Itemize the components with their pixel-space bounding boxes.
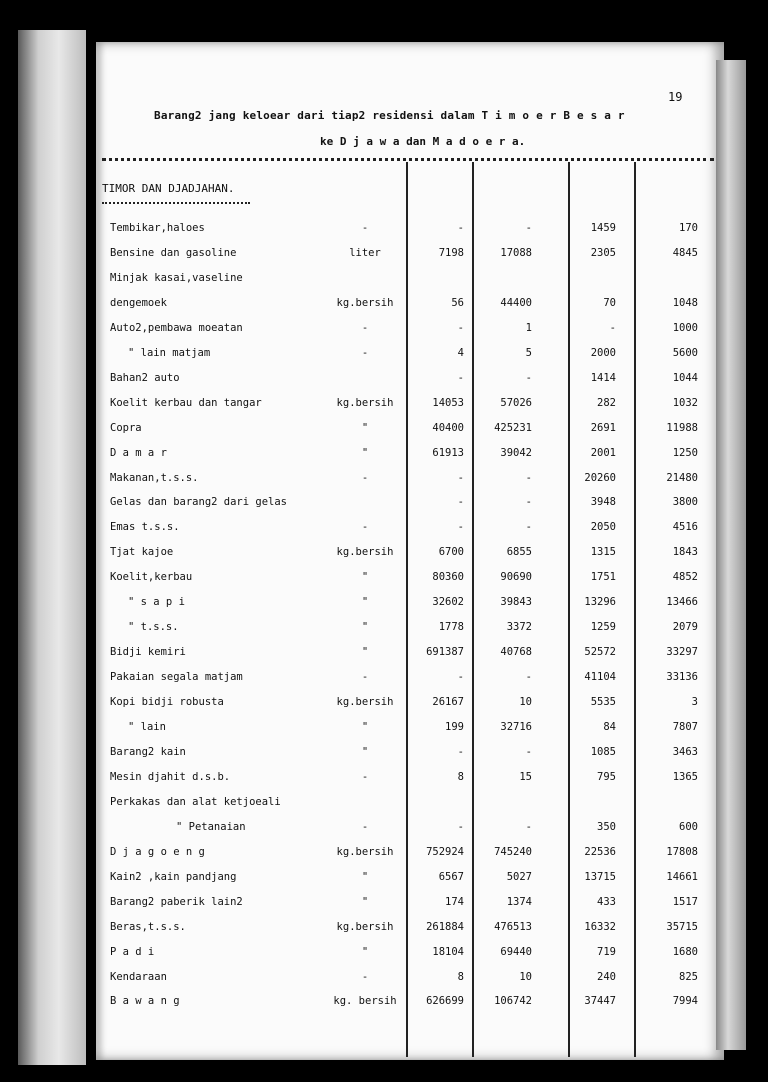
row-value-col1: 7198 bbox=[438, 246, 464, 259]
row-value-col4: 21480 bbox=[666, 471, 698, 484]
row-value-col1: 56 bbox=[451, 296, 464, 309]
row-label: Kopi bidji robusta bbox=[110, 696, 224, 709]
row-unit: - bbox=[361, 321, 369, 334]
row-value-col2: 57026 bbox=[500, 396, 532, 409]
row-unit: " bbox=[361, 421, 369, 434]
row-unit: - bbox=[361, 770, 369, 783]
row-unit: " bbox=[361, 945, 369, 958]
row-unit: liter bbox=[349, 246, 381, 259]
table-row bbox=[0, 447, 768, 469]
row-value-col4: 825 bbox=[679, 970, 698, 983]
row-label: dengemoek bbox=[110, 296, 167, 309]
row-value-col2: - bbox=[525, 745, 532, 758]
row-unit: " bbox=[361, 646, 369, 659]
row-value-col1: 6567 bbox=[438, 870, 464, 883]
row-value-col4: 11988 bbox=[666, 421, 698, 434]
row-value-col1: - bbox=[457, 496, 464, 509]
row-unit: kg.bersih bbox=[336, 845, 394, 858]
row-value-col4: 1250 bbox=[672, 446, 698, 459]
row-value-col3: 70 bbox=[603, 296, 616, 309]
row-value-col1: 26167 bbox=[432, 696, 464, 709]
row-value-col3: 240 bbox=[597, 970, 616, 983]
row-value-col1: - bbox=[457, 471, 464, 484]
row-value-col4: 1048 bbox=[672, 296, 698, 309]
row-value-col2: 39843 bbox=[500, 596, 532, 609]
row-label: Kendaraan bbox=[110, 970, 167, 983]
row-value-col4: 3 bbox=[691, 696, 698, 709]
row-value-col1: - bbox=[457, 371, 464, 384]
row-value-col2: 5027 bbox=[506, 870, 532, 883]
row-label: Perkakas dan alat ketjoeali bbox=[110, 795, 281, 808]
table-row bbox=[0, 496, 768, 518]
table-row bbox=[0, 896, 768, 918]
row-label: Beras,t.s.s. bbox=[110, 920, 186, 933]
row-unit: kg.bersih bbox=[336, 546, 394, 559]
row-value-col3: 2691 bbox=[590, 421, 616, 434]
row-unit: - bbox=[361, 970, 369, 983]
row-label: " lain bbox=[128, 721, 166, 733]
row-unit: " bbox=[361, 596, 369, 609]
row-value-col2: 1 bbox=[525, 321, 532, 334]
row-label: Pakaian segala matjam bbox=[110, 671, 243, 684]
table-row bbox=[0, 971, 768, 993]
table-row bbox=[0, 397, 768, 419]
row-label: D a m a r bbox=[110, 446, 167, 459]
row-value-col1: - bbox=[457, 820, 464, 833]
row-unit: " bbox=[361, 870, 369, 883]
row-label: " s a p i bbox=[128, 596, 185, 609]
row-value-col4: 17808 bbox=[666, 845, 698, 858]
row-unit: - bbox=[361, 521, 369, 534]
row-label: Koelit,kerbau bbox=[110, 571, 193, 584]
row-value-col4: 7994 bbox=[672, 995, 698, 1008]
row-value-col4: 2079 bbox=[672, 621, 698, 634]
row-value-col4: 4516 bbox=[672, 521, 698, 534]
row-value-col3: 41104 bbox=[584, 671, 616, 684]
row-value-col1: 40400 bbox=[432, 421, 464, 434]
row-value-col1: 14053 bbox=[432, 396, 464, 409]
row-value-col4: 33297 bbox=[666, 646, 698, 659]
table-row bbox=[0, 546, 768, 568]
row-value-col4: 4852 bbox=[672, 571, 698, 584]
row-value-col2: 40768 bbox=[500, 646, 532, 659]
row-value-col4: 1044 bbox=[672, 371, 698, 384]
row-value-col4: 1365 bbox=[672, 770, 698, 783]
row-value-col2: 425231 bbox=[494, 421, 532, 434]
row-value-col1: 32602 bbox=[432, 596, 464, 609]
row-unit: " bbox=[361, 745, 369, 758]
row-value-col4: 5600 bbox=[672, 346, 698, 359]
row-unit: " bbox=[361, 895, 369, 908]
row-value-col2: 6855 bbox=[506, 546, 532, 559]
row-value-col3: 2001 bbox=[590, 446, 616, 459]
row-value-col1: 61913 bbox=[432, 446, 464, 459]
row-value-col2: 44400 bbox=[500, 296, 532, 309]
row-value-col4: 14661 bbox=[666, 870, 698, 883]
table-row bbox=[0, 222, 768, 244]
row-value-col3: 2050 bbox=[590, 521, 616, 534]
row-value-col1: 1778 bbox=[438, 621, 464, 634]
row-value-col2: 10 bbox=[519, 696, 532, 709]
table-title-line1: Barang2 jang keloear dari tiap2 residensi dalam T i m o e r B e s a r bbox=[154, 109, 625, 122]
row-value-col4: 170 bbox=[679, 222, 698, 234]
row-value-col3: 1085 bbox=[590, 745, 616, 758]
row-value-col3: - bbox=[609, 321, 616, 334]
row-value-col1: - bbox=[457, 521, 464, 534]
section-heading: TIMOR DAN DJADJAHAN. bbox=[102, 182, 235, 195]
row-value-col3: 13296 bbox=[584, 596, 616, 609]
row-value-col4: 7807 bbox=[672, 721, 698, 733]
row-value-col1: 626699 bbox=[426, 995, 464, 1008]
row-value-col1: 8 bbox=[457, 770, 464, 783]
row-value-col2: 15 bbox=[519, 770, 532, 783]
row-label: Gelas dan barang2 dari gelas bbox=[110, 496, 288, 509]
section-underline bbox=[102, 202, 250, 204]
row-label: Barang2 paberik lain2 bbox=[110, 895, 243, 908]
row-label: Copra bbox=[110, 421, 142, 434]
row-value-col2: 69440 bbox=[500, 945, 532, 958]
row-value-col2: 10 bbox=[519, 970, 532, 983]
row-value-col4: 33136 bbox=[666, 671, 698, 684]
row-value-col2: - bbox=[525, 471, 532, 484]
row-value-col1: 174 bbox=[445, 895, 464, 908]
row-value-col3: 1259 bbox=[590, 621, 616, 634]
table-row bbox=[0, 771, 768, 793]
row-value-col3: 37447 bbox=[584, 995, 616, 1008]
row-value-col2: - bbox=[525, 820, 532, 833]
row-label: Bidji kemiri bbox=[110, 646, 186, 659]
row-value-col3: 16332 bbox=[584, 920, 616, 933]
row-value-col1: 80360 bbox=[432, 571, 464, 584]
table-row bbox=[0, 247, 768, 269]
row-value-col4: 1517 bbox=[672, 895, 698, 908]
row-unit: kg.bersih bbox=[336, 920, 394, 933]
row-value-col3: 433 bbox=[597, 895, 616, 908]
row-value-col2: 476513 bbox=[494, 920, 532, 933]
row-value-col3: 5535 bbox=[590, 696, 616, 709]
row-label: " t.s.s. bbox=[128, 621, 179, 634]
row-value-col2: - bbox=[525, 671, 532, 684]
row-value-col3: 3948 bbox=[590, 496, 616, 509]
table-row bbox=[0, 472, 768, 494]
row-value-col3: 84 bbox=[603, 721, 616, 733]
row-value-col4: 1843 bbox=[672, 546, 698, 559]
row-value-col2: 32716 bbox=[500, 721, 532, 733]
table-row bbox=[0, 796, 768, 818]
row-value-col3: 2000 bbox=[590, 346, 616, 359]
row-value-col3: 52572 bbox=[584, 646, 616, 659]
row-label: Barang2 kain bbox=[110, 745, 186, 758]
row-label: Tembikar,haloes bbox=[110, 222, 205, 234]
row-value-col1: - bbox=[457, 321, 464, 334]
table-row bbox=[0, 571, 768, 593]
table-row bbox=[0, 946, 768, 968]
row-value-col3: 1459 bbox=[590, 222, 616, 234]
table-row bbox=[0, 621, 768, 643]
row-value-col3: 20260 bbox=[584, 471, 616, 484]
row-value-col1: 4 bbox=[457, 346, 464, 359]
row-value-col1: 199 bbox=[445, 721, 464, 733]
row-unit: - bbox=[361, 346, 369, 359]
row-value-col3: 2305 bbox=[590, 246, 616, 259]
header-divider bbox=[102, 158, 714, 161]
table-row bbox=[0, 422, 768, 444]
row-value-col3: 22536 bbox=[584, 845, 616, 858]
table-row bbox=[0, 297, 768, 319]
row-value-col1: 691387 bbox=[426, 646, 464, 659]
row-value-col1: - bbox=[457, 222, 464, 234]
row-label: Makanan,t.s.s. bbox=[110, 471, 199, 484]
row-value-col2: 3372 bbox=[506, 621, 532, 634]
row-label: Bahan2 auto bbox=[110, 371, 180, 384]
row-unit: - bbox=[361, 222, 369, 234]
table-row bbox=[0, 696, 768, 718]
row-value-col4: 4845 bbox=[672, 246, 698, 259]
row-value-col2: - bbox=[525, 222, 532, 234]
row-label: Kain2 ,kain pandjang bbox=[110, 870, 237, 883]
row-label: " Petanaian bbox=[176, 820, 246, 833]
row-value-col3: 1315 bbox=[590, 546, 616, 559]
row-value-col2: - bbox=[525, 496, 532, 509]
row-unit: - bbox=[361, 671, 369, 684]
row-unit: kg.bersih bbox=[336, 696, 394, 709]
row-value-col2: 745240 bbox=[494, 845, 532, 858]
row-unit: kg.bersih bbox=[336, 396, 394, 409]
row-value-col1: 6700 bbox=[438, 546, 464, 559]
table-row bbox=[0, 347, 768, 369]
row-value-col3: 13715 bbox=[584, 870, 616, 883]
row-value-col4: 35715 bbox=[666, 920, 698, 933]
row-value-col4: 3800 bbox=[672, 496, 698, 509]
table-row bbox=[0, 921, 768, 943]
row-value-col2: - bbox=[525, 371, 532, 384]
table-row bbox=[0, 995, 768, 1017]
row-unit: " bbox=[361, 621, 369, 634]
row-value-col4: 600 bbox=[679, 820, 698, 833]
table-row bbox=[0, 521, 768, 543]
row-value-col3: 282 bbox=[597, 396, 616, 409]
row-value-col2: 39042 bbox=[500, 446, 532, 459]
row-value-col3: 1751 bbox=[590, 571, 616, 584]
row-label: Koelit kerbau dan tangar bbox=[110, 396, 262, 409]
row-label: Auto2,pembawa moeatan bbox=[110, 321, 243, 334]
row-value-col4: 13466 bbox=[666, 596, 698, 609]
row-unit: " bbox=[361, 571, 369, 584]
row-value-col1: - bbox=[457, 745, 464, 758]
row-value-col2: 17088 bbox=[500, 246, 532, 259]
row-label: Minjak kasai,vaseline bbox=[110, 271, 243, 284]
row-label: Tjat kajoe bbox=[110, 546, 174, 559]
row-label: " lain matjam bbox=[128, 346, 211, 359]
row-value-col1: 18104 bbox=[432, 945, 464, 958]
table-row bbox=[0, 846, 768, 868]
row-unit: " bbox=[361, 446, 369, 459]
table-row bbox=[0, 322, 768, 344]
row-value-col1: 752924 bbox=[426, 845, 464, 858]
row-value-col2: 1374 bbox=[506, 895, 532, 908]
row-value-col3: 795 bbox=[597, 770, 616, 783]
table-row bbox=[0, 871, 768, 893]
row-unit: - bbox=[361, 471, 369, 484]
table-row bbox=[0, 646, 768, 668]
row-unit: " bbox=[361, 721, 369, 733]
row-unit: kg.bersih bbox=[336, 296, 394, 309]
row-value-col1: 8 bbox=[457, 970, 464, 983]
row-value-col2: 5 bbox=[525, 346, 532, 359]
row-value-col3: 350 bbox=[597, 820, 616, 833]
row-value-col2: 90690 bbox=[500, 571, 532, 584]
table-row bbox=[0, 671, 768, 693]
row-label: Bensine dan gasoline bbox=[110, 246, 237, 259]
table-title-line2: ke D j a w a dan M a d o e r a. bbox=[320, 135, 526, 148]
table-row bbox=[0, 721, 768, 743]
table-row bbox=[0, 821, 768, 843]
row-label: D j a g o e n g bbox=[110, 845, 205, 858]
row-value-col4: 1000 bbox=[672, 321, 698, 334]
row-unit: - bbox=[361, 820, 369, 833]
table-row bbox=[0, 272, 768, 294]
table-row bbox=[0, 746, 768, 768]
row-value-col1: 261884 bbox=[426, 920, 464, 933]
row-label: Mesin djahit d.s.b. bbox=[110, 770, 231, 783]
row-value-col2: 106742 bbox=[494, 995, 532, 1008]
row-value-col3: 1414 bbox=[590, 371, 616, 384]
row-value-col4: 1032 bbox=[672, 396, 698, 409]
table-row bbox=[0, 596, 768, 618]
row-value-col2: - bbox=[525, 521, 532, 534]
row-value-col3: 719 bbox=[597, 945, 616, 958]
row-label: Emas t.s.s. bbox=[110, 521, 180, 534]
row-value-col4: 3463 bbox=[672, 745, 698, 758]
page-number: 19 bbox=[668, 90, 683, 104]
row-unit: kg. bersih bbox=[333, 995, 397, 1008]
table-row bbox=[0, 372, 768, 394]
row-value-col4: 1680 bbox=[672, 945, 698, 958]
row-label: P a d i bbox=[110, 945, 155, 958]
row-value-col1: - bbox=[457, 671, 464, 684]
row-label: B a w a n g bbox=[110, 995, 180, 1008]
